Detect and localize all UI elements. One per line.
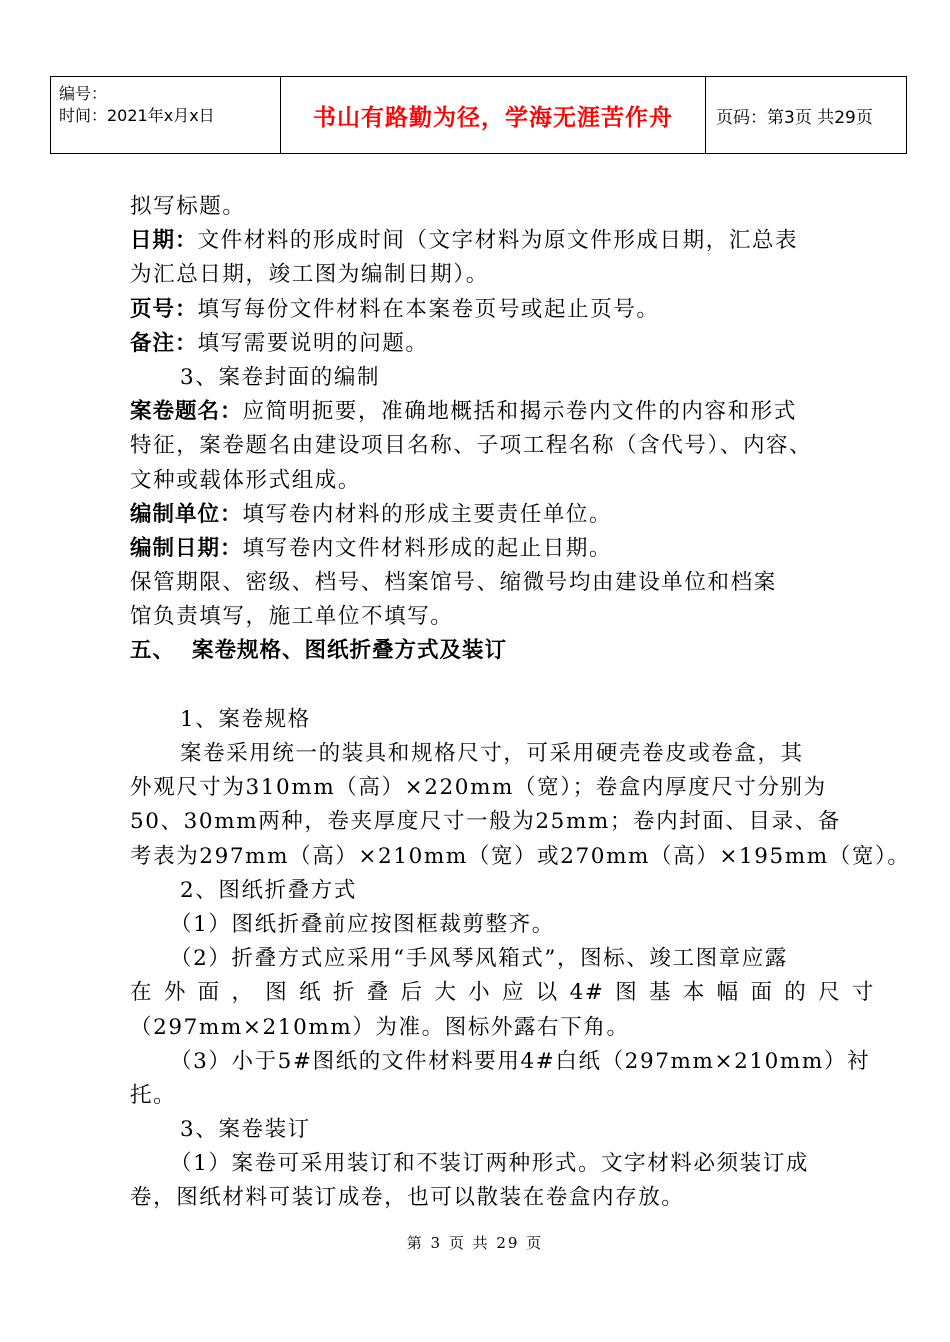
blank-line	[130, 669, 890, 703]
field-label: 案卷题名：	[130, 399, 243, 425]
field-label: 页号：	[130, 296, 198, 322]
body-line: 托。	[130, 1082, 177, 1108]
body-line: （1）案卷可采用装订和不装订两种形式。文字材料必须装订成	[170, 1151, 809, 1177]
body-line: 卷，图纸材料可装订成卷，也可以散装在卷盒内存放。	[130, 1185, 685, 1211]
subsection-title: 2、图纸折叠方式	[180, 877, 357, 903]
body-line: 馆负责填写，施工单位不填写。	[130, 604, 454, 630]
body-line: 编制单位：填写卷内材料的形成主要责任单位。	[130, 501, 613, 527]
field-label: 备注：	[130, 330, 198, 356]
body-line: 文种或载体形式组成。	[130, 467, 362, 493]
header-page-info: 页码：第3页 共29页	[716, 107, 873, 128]
body-line: 在外面，图纸折叠后大小应以4#图基本幅面的尺寸	[130, 980, 875, 1006]
body-line: 页号：填写每份文件材料在本案卷页号或起止页号。	[130, 296, 660, 322]
section-heading: 五、 案卷规格、图纸折叠方式及装订	[130, 634, 890, 668]
subsection-title: 1、案卷规格	[180, 706, 311, 732]
body-line: （2）折叠方式应采用“手风琴风箱式”，图标、竣工图章应露	[170, 946, 788, 972]
field-label: 编制日期：	[130, 535, 243, 561]
header-time-label: 时间：2021年x月x日	[59, 106, 215, 125]
body-line: 特征，案卷题名由建设项目名称、子项工程名称（含代号）、内容、	[130, 433, 813, 459]
body-line: 编制日期：填写卷内文件材料形成的起止日期。	[130, 535, 613, 561]
document-body	[130, 190, 911, 1216]
page-footer: 第 3 页 共 29 页	[406, 1234, 544, 1252]
body-line: （3）小于5#图纸的文件材料要用4#白纸（297mm×210mm）衬	[170, 1048, 871, 1074]
header-number-label: 编号：	[59, 84, 108, 103]
subsection-title: 3、案卷封面的编制	[180, 364, 381, 390]
subsection-title: 3、案卷装订	[180, 1117, 311, 1143]
body-line: 外观尺寸为310mm（高）×220mm（宽）；卷盒内厚度尺寸分别为	[130, 775, 827, 801]
body-line: 为汇总日期，竣工图为编制日期）。	[130, 262, 489, 288]
field-label: 日期：	[130, 228, 198, 254]
header-motto: 书山有路勤为径，学海无涯苦作舟	[281, 77, 706, 153]
body-line: 案卷题名：应简明扼要，准确地概括和揭示卷内文件的内容和形式	[130, 399, 797, 425]
body-line: 案卷采用统一的装具和规格尺寸，可采用硬壳卷皮或卷盒，其	[180, 741, 804, 766]
body-line: （1）图纸折叠前应按图框裁剪整齐。	[170, 911, 555, 937]
body-line: 保管期限、密级、档号、档案馆号、缩微号均由建设单位和档案	[130, 570, 777, 596]
body-line: 备注：填写需要说明的问题。	[130, 330, 429, 356]
header-meta-cell	[51, 77, 281, 153]
body-line: （297mm×210mm）为准。图标外露右下角。	[130, 1014, 630, 1040]
body-line: 50、30mm两种，卷夹厚度尺寸一般为25mm；卷内封面、目录、备	[130, 809, 841, 835]
body-line: 拟写标题。	[130, 194, 246, 219]
body-line: 日期：文件材料的形成时间（文字材料为原文件形成日期，汇总表	[130, 228, 799, 254]
section-number: 五、	[130, 638, 176, 664]
body-line: 考表为297mm（高）×210mm（宽）或270mm（高）×195mm（宽）。	[130, 843, 911, 869]
field-label: 编制单位：	[130, 501, 243, 527]
document-header	[50, 76, 907, 154]
